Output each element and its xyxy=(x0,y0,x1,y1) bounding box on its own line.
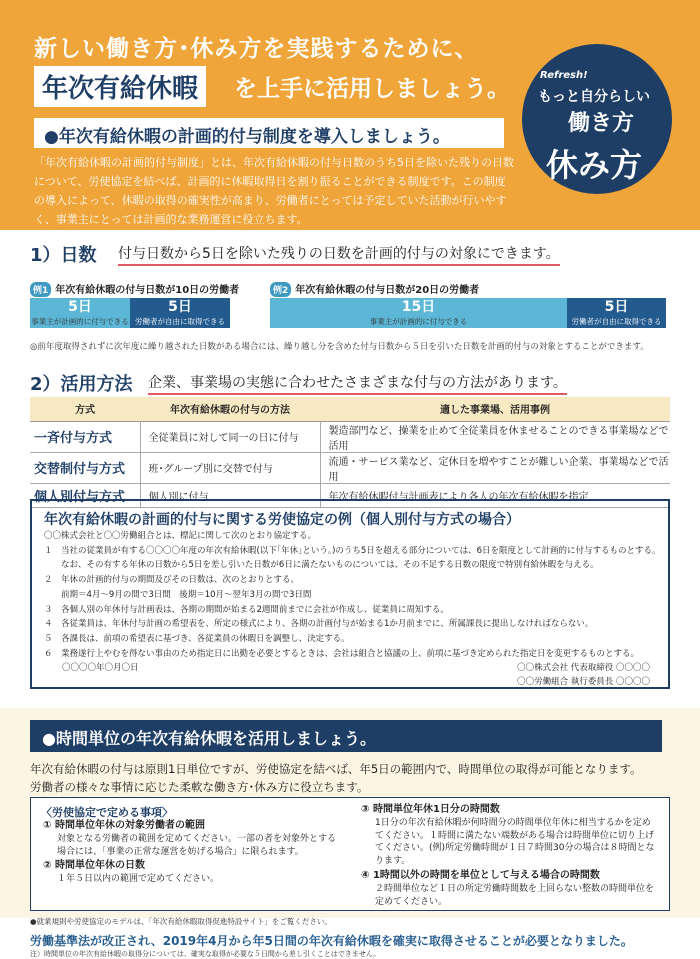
table-cell: 全従業員に対して同一の日に付与 xyxy=(140,421,320,452)
agreement-line: ２ 年休の計画的付与の期間及びその日数は、次のとおりとする。 xyxy=(44,575,300,586)
example1-worker-value: 5日 xyxy=(168,299,192,315)
table-header: 適した事業場、活用事例 xyxy=(320,397,670,421)
agreement-date: 〇〇〇〇年〇月〇日 xyxy=(62,663,139,674)
table-cell: 交替制付与方式 xyxy=(30,452,140,483)
agreement-lines xyxy=(44,529,664,689)
agreement-line: 前期＝4月～9月の間で3日間 後期＝10月～翌年3月の間で3日間 xyxy=(44,589,312,600)
agreement-line: ４ 各従業員は、年休付与計画の希望表を、所定の様式により、各期の計画付与が始まる1か月前までに、所属課長に提出しなければならない。 xyxy=(44,619,594,630)
table-cell: 製造部門など、操業を止めて全従業員を休ませることのできる事業場などで活用 xyxy=(320,421,670,452)
badge-line2: もっと自分らしい xyxy=(538,89,650,105)
example2-worker-bar xyxy=(567,298,666,328)
items-left-column xyxy=(43,820,343,886)
carryover-note: ◎前年度取得されずに次年度に繰り越された日数がある場合には、繰り越し分を含めた付与日数から５日を引いた日数を計画的付与の対象とすることができます。 xyxy=(30,342,649,352)
table-header: 方式 xyxy=(30,397,140,421)
header-paragraph: 「年次有給休暇の計画的付与制度」とは、年次有給休暇の付与日数のうち5日を除いた残りの日数について、労使協定を結べば、計画的に休暇取得日を割り振ることができる制度です。この制度の導入によって、休暇の取得の確実性が高まり、労働者にとっては予定していた活動が行いやすく、事業主にとっては計画的な業務運営に役立ちます。 xyxy=(34,156,514,226)
example1-label xyxy=(30,281,239,297)
example2-label xyxy=(270,281,479,297)
example2-text: 年次有給休暇の付与日数が20日の労働者 xyxy=(295,285,480,296)
example2-worker-value: 5日 xyxy=(604,299,629,315)
example2-employer-sub: 事業主が計画的に付与できる xyxy=(369,317,468,326)
badge-line1: Refresh! xyxy=(540,70,588,81)
footer-model-note: ●就業規則や労使協定のモデルは、「年次有給休暇取得促進特設サイト」をご覧ください。 xyxy=(30,917,332,926)
agreement-line: 〇〇株式会社と〇〇労働組合とは、標記に関して次のとおり協定する。 xyxy=(44,531,317,541)
agreement-line: ５ 各課長は、前項の希望表に基づき、各従業員の休暇日を調整し、決定する。 xyxy=(44,633,350,644)
item1-body: 対象となる労働者の範囲を定めてください。一部の者を対象外とする場合には、「事業の正常な運営を妨げる場合」に限られます。 xyxy=(57,833,337,857)
item3-head: ③ 時間単位年休1日分の時間数 xyxy=(361,804,500,815)
example1-employer-value: 5日 xyxy=(68,299,92,315)
example2-badge: 例2 xyxy=(270,282,291,297)
example1-employer-sub: 事業主が計画的に付与できる xyxy=(31,317,129,326)
table-header-row xyxy=(30,397,670,421)
header-highlight: 年次有給休暇 xyxy=(34,66,206,107)
table-cell: 班･グループ別に交替で付与 xyxy=(140,452,320,483)
table-cell: 年次有給休暇付与計画表により各人の年次有給休暇を指定 xyxy=(320,483,670,507)
table-cell: 個人別に付与 xyxy=(140,483,320,507)
item1-head: ① 時間単位年休の対象労働者の範囲 xyxy=(43,820,205,831)
header-band: ●年次有給休暇の計画的付与制度を導入しましょう。 xyxy=(34,118,504,148)
agreement-line: ３ 各個人別の年休付与計画表は、各期の期間が始まる2週間前までに会社が作成し、従業員に周知する。 xyxy=(44,604,449,615)
example2-worker-sub: 労働者が自由に取得できる xyxy=(571,317,662,326)
section1-desc: 付与日数から5日を除いた残りの日数を計画的付与の対象にできます。 xyxy=(118,243,560,266)
agreement-sign-row2 xyxy=(44,675,664,689)
section2-desc: 企業、事業場の実態に合わせたさまざまな付与の方法があります。 xyxy=(148,372,567,395)
agreement-sign-row xyxy=(44,661,664,675)
example1-worker-sub: 労働者が自由に取得できる xyxy=(135,317,225,326)
table-cell: 個人別付与方式 xyxy=(30,483,140,507)
agreement-box xyxy=(30,499,670,689)
item3-body: 1日分の年次有給休暇が何時間分の時間単位年休に相当するかを定めてください。１時間に満たない端数がある場合は時間単位に切り上げてください。(例)所定労働時間が１日７時間30分の場合は８時間となります。 xyxy=(375,817,655,867)
table-header: 年次有給休暇の付与の方法 xyxy=(140,397,320,421)
example2-employer-bar xyxy=(270,298,567,328)
agreement-title: 年次有給休暇の計画的付与に関する労使協定の例（個人別付与方式の場合） xyxy=(44,512,520,528)
agreement-items-box xyxy=(30,797,670,911)
header-line1: 新しい働き方･休み方を実践するために、 xyxy=(34,36,479,62)
agreement-line: ６ 業務遂行上やむを得ない事由のため指定日に出勤を必要とするときは、会社は組合と協議の上、前項に基づき定められた指定日を変更するものとする。 xyxy=(44,648,640,659)
example2-employer-value: 15日 xyxy=(401,299,436,315)
item4-body: ２時間単位など１日の所定労働時間数を上回らない整数の時間単位を定めてください。 xyxy=(375,883,655,907)
method-table xyxy=(30,397,670,508)
section2-title: 2）活用方法 xyxy=(30,374,133,395)
hourly-band: ●時間単位の年次有給休暇を活用しましょう。 xyxy=(30,720,662,752)
example1-employer-bar xyxy=(30,298,130,328)
table-row xyxy=(30,452,670,483)
section1-title: 1）日数 xyxy=(30,245,97,266)
table-cell: 流通・サービス業など、定休日を増やすことが難しい企業、事業場などで活用 xyxy=(320,452,670,483)
example1-badge: 例1 xyxy=(30,282,51,297)
refresh-badge xyxy=(522,44,672,194)
header-panel xyxy=(0,0,700,230)
footer-caveat: 注）時間単位の年次有給休暇の取得分については、確実な取得が必要な５日間から差し引くことはできません。 xyxy=(30,950,381,958)
table-cell: 一斉付与方式 xyxy=(30,421,140,452)
agreement-line: １ 当社の従業員が有する〇〇〇〇年度の年次有給休暇(以下｢年休｣という。)のうち5日を超える部分については、6日を限度として計画的に付与するものとする。 xyxy=(44,545,661,556)
header-line2: を上手に活用しましょう。 xyxy=(234,76,510,102)
item2-body: １年５日以内の範囲で定めてください。 xyxy=(57,874,220,885)
items-right-column xyxy=(361,804,659,908)
badge-line3: 働き方 xyxy=(568,111,635,136)
footer-law-notice: 労働基準法が改正され、2019年4月から年5日間の年次有給休暇を確実に取得させることが必要となりました。 xyxy=(30,934,633,948)
badge-line4: 休み方 xyxy=(546,146,643,184)
hourly-text xyxy=(30,760,670,796)
items-box-title: 〈労使協定で定める事項〉 xyxy=(41,806,173,819)
hourly-text-line1: 年次有給休暇の付与は原則1日単位ですが、労使協定を結べば、年5日の範囲内で、時間単位の取得が可能となります。 xyxy=(30,762,642,776)
agreement-sign-union: 〇〇労働組合 執行委員長 〇〇〇〇 xyxy=(517,677,650,688)
agreement-sign-company: 〇〇株式会社 代表取締役 〇〇〇〇 xyxy=(517,663,650,674)
agreement-line: なお、その有する年休の日数から5日を差し引いた日数が6日に満たないものについては、その不足する日数の限度で特別有給休暇を与える。 xyxy=(44,560,599,571)
hourly-text-line2: 労働者の様々な事情に応じた柔軟な働き方･休み方に役立ちます。 xyxy=(30,780,369,794)
table-row xyxy=(30,421,670,452)
example1-worker-bar xyxy=(130,298,230,328)
example1-text: 年次有給休暇の付与日数が10日の労働者 xyxy=(55,285,240,296)
item4-head: ④ 1時間以外の時間を単位として与える場合の時間数 xyxy=(361,869,600,881)
item2-head: ② 時間単位年休の日数 xyxy=(43,860,145,872)
